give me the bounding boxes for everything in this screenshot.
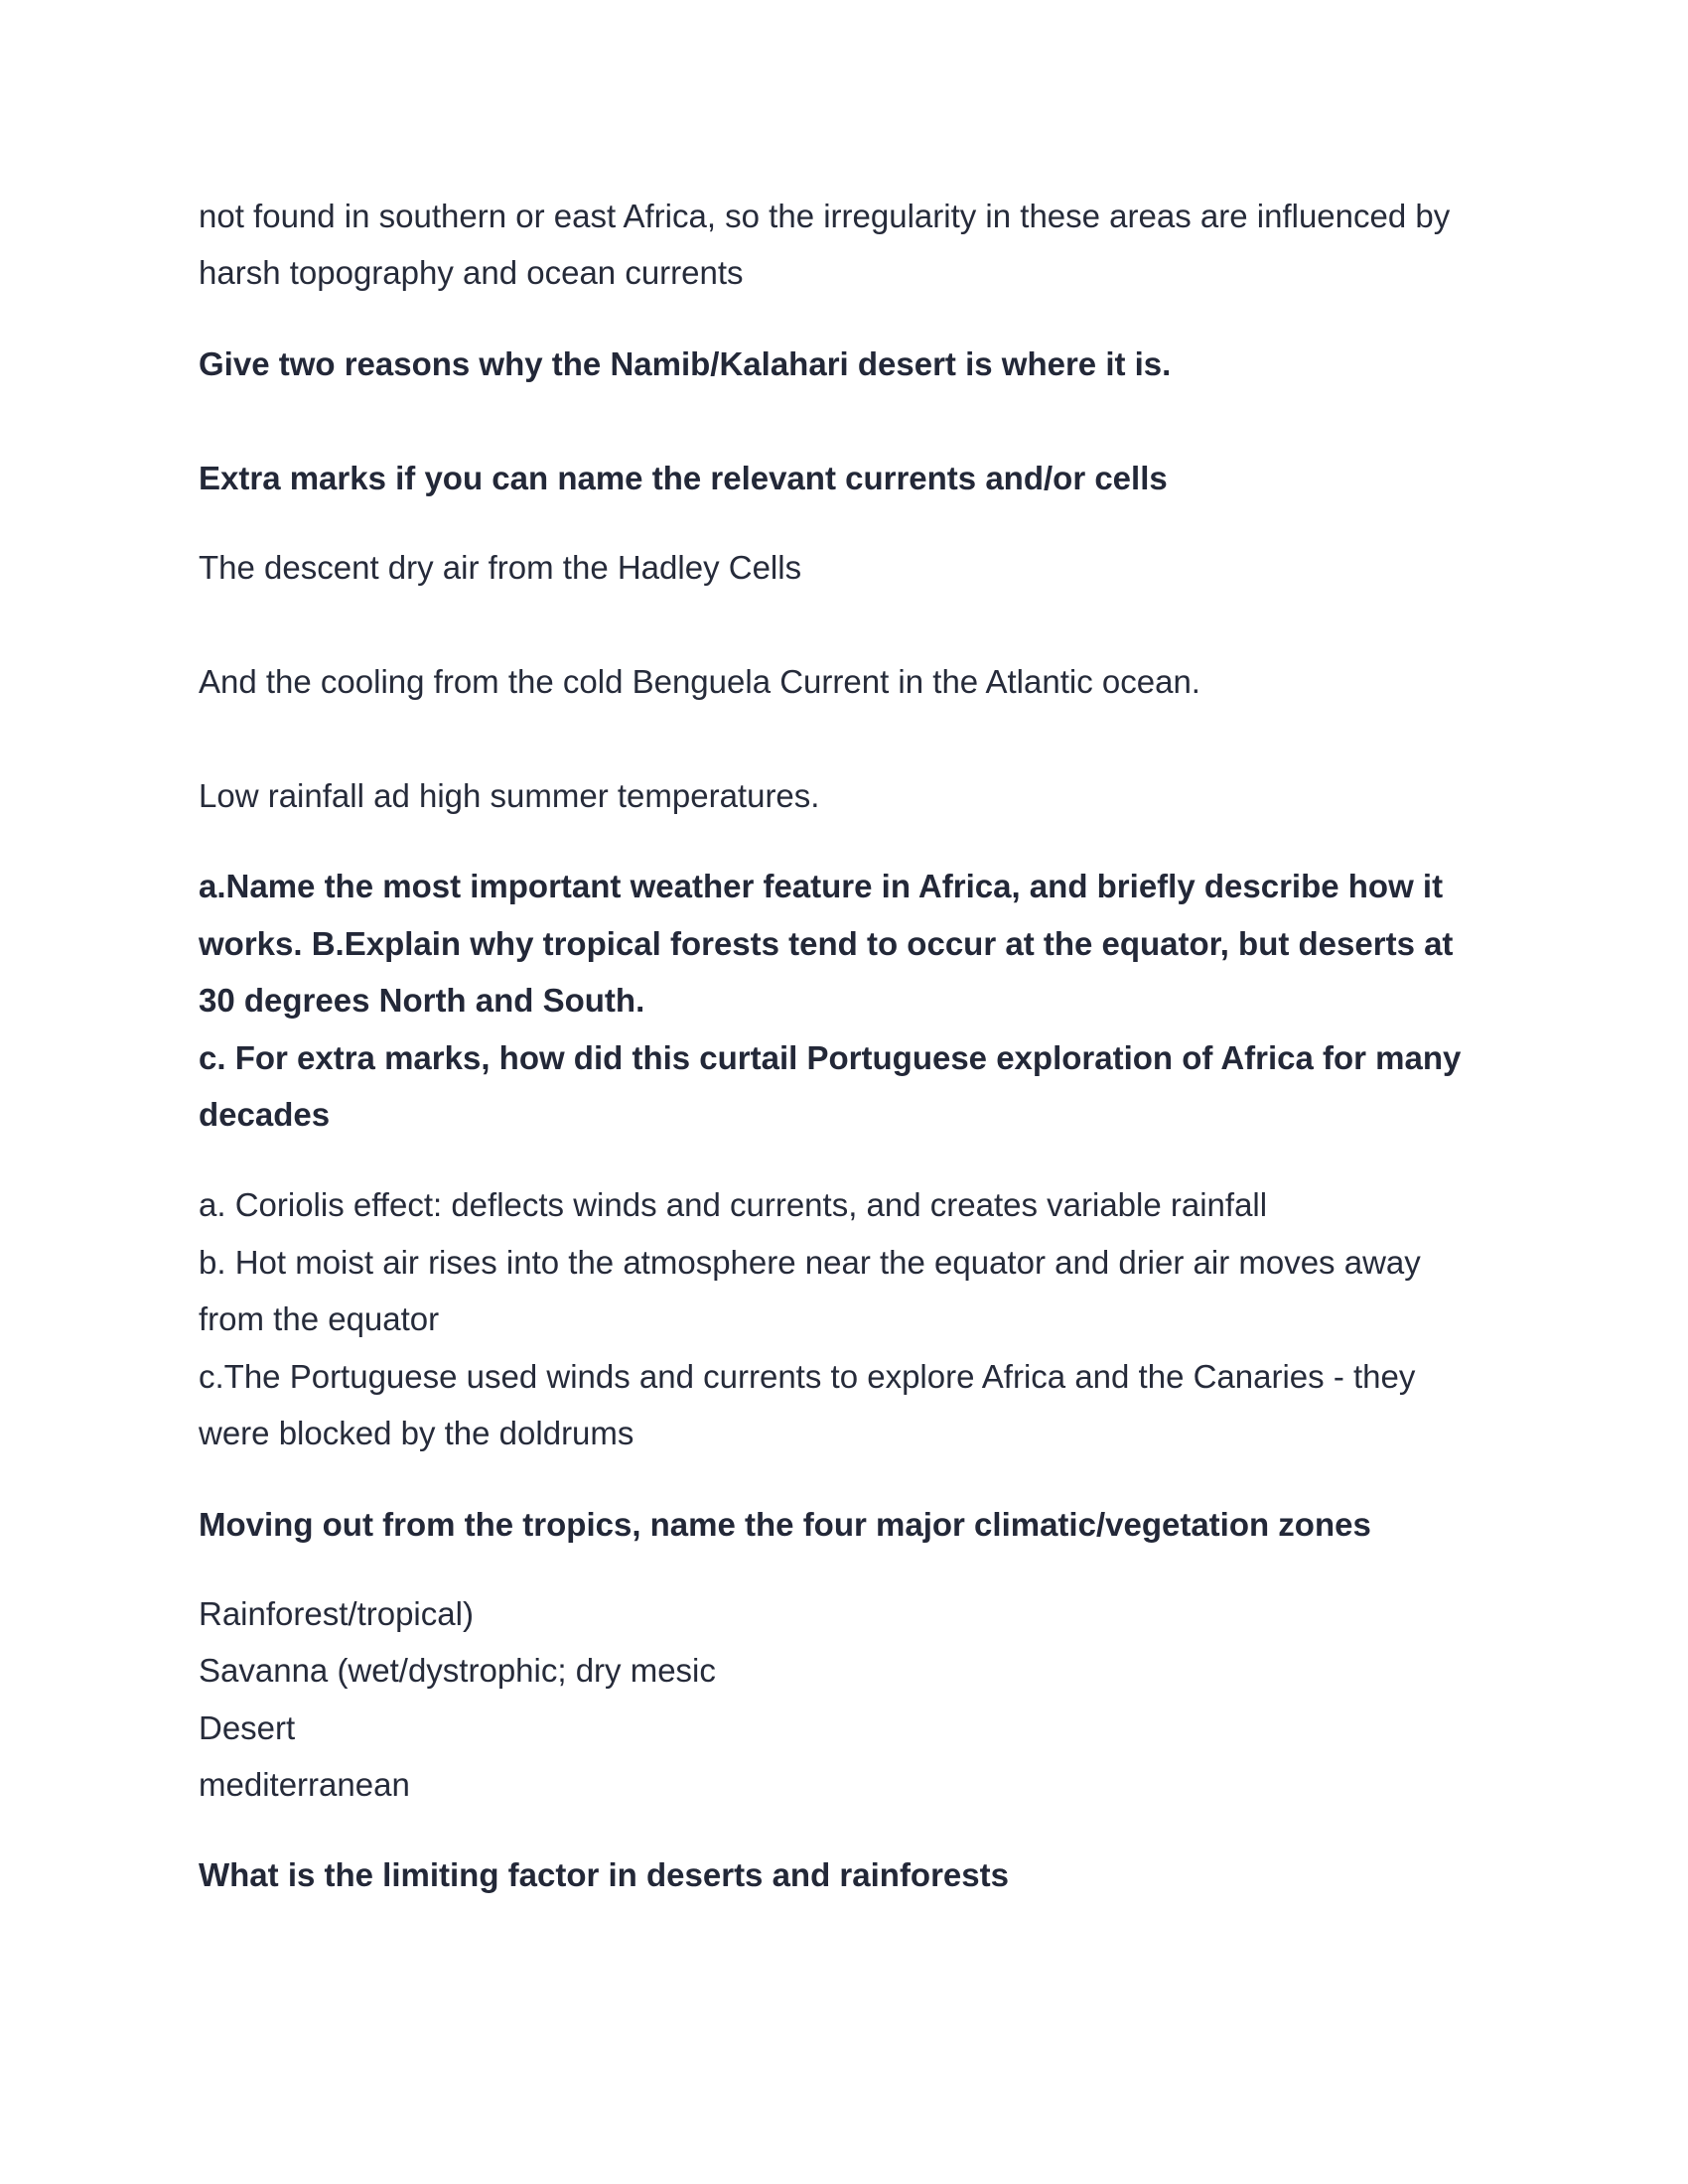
question-limiting-factor: What is the limiting factor in deserts and rainforests	[199, 1856, 1009, 1893]
intro-answer-line-1: not found in southern or east Africa, so the irregularity in these areas are influenced by	[199, 198, 1451, 234]
question-weather-line-3: 30 degrees North and South.	[199, 982, 645, 1019]
answer-weather-line-2: b. Hot moist air rises into the atmosphere near the equator and drier air moves away	[199, 1244, 1421, 1281]
answer-weather-line-4: c.The Portuguese used winds and currents to explore Africa and the Canaries - they	[199, 1358, 1416, 1395]
question-namib-extra: Extra marks if you can name the relevant currents and/or cells	[199, 460, 1168, 496]
question-weather-line-1: a.Name the most important weather feature in Africa, and briefly describe how it	[199, 868, 1444, 904]
answer-weather-line-5: were blocked by the doldrums	[199, 1415, 634, 1451]
answer-namib-1: The descent dry air from the Hadley Cells	[199, 549, 802, 586]
question-namib: Give two reasons why the Namib/Kalahari desert is where it is.	[199, 345, 1172, 382]
question-weather-line-5: decades	[199, 1096, 331, 1133]
intro-answer-line-2: harsh topography and ocean currents	[199, 254, 744, 291]
answer-weather-line-1: a. Coriolis effect: deflects winds and currents, and creates variable rainfall	[199, 1186, 1268, 1223]
question-weather-line-2: works. B.Explain why tropical forests tend to occur at the equator, but deserts at	[199, 925, 1454, 962]
answer-weather-line-3: from the equator	[199, 1300, 440, 1337]
answer-namib-3: Low rainfall ad high summer temperatures.	[199, 777, 820, 814]
answer-namib-2: And the cooling from the cold Benguela Current in the Atlantic ocean.	[199, 663, 1200, 700]
answer-zone-1: Rainforest/tropical)	[199, 1595, 474, 1632]
question-weather-line-4: c. For extra marks, how did this curtail Portuguese exploration of Africa for many	[199, 1039, 1462, 1076]
question-zones: Moving out from the tropics, name the four major climatic/vegetation zones	[199, 1506, 1371, 1543]
answer-zone-4: mediterranean	[199, 1766, 410, 1803]
answer-zone-3: Desert	[199, 1709, 296, 1746]
answer-zone-2: Savanna (wet/dystrophic; dry mesic	[199, 1652, 716, 1689]
